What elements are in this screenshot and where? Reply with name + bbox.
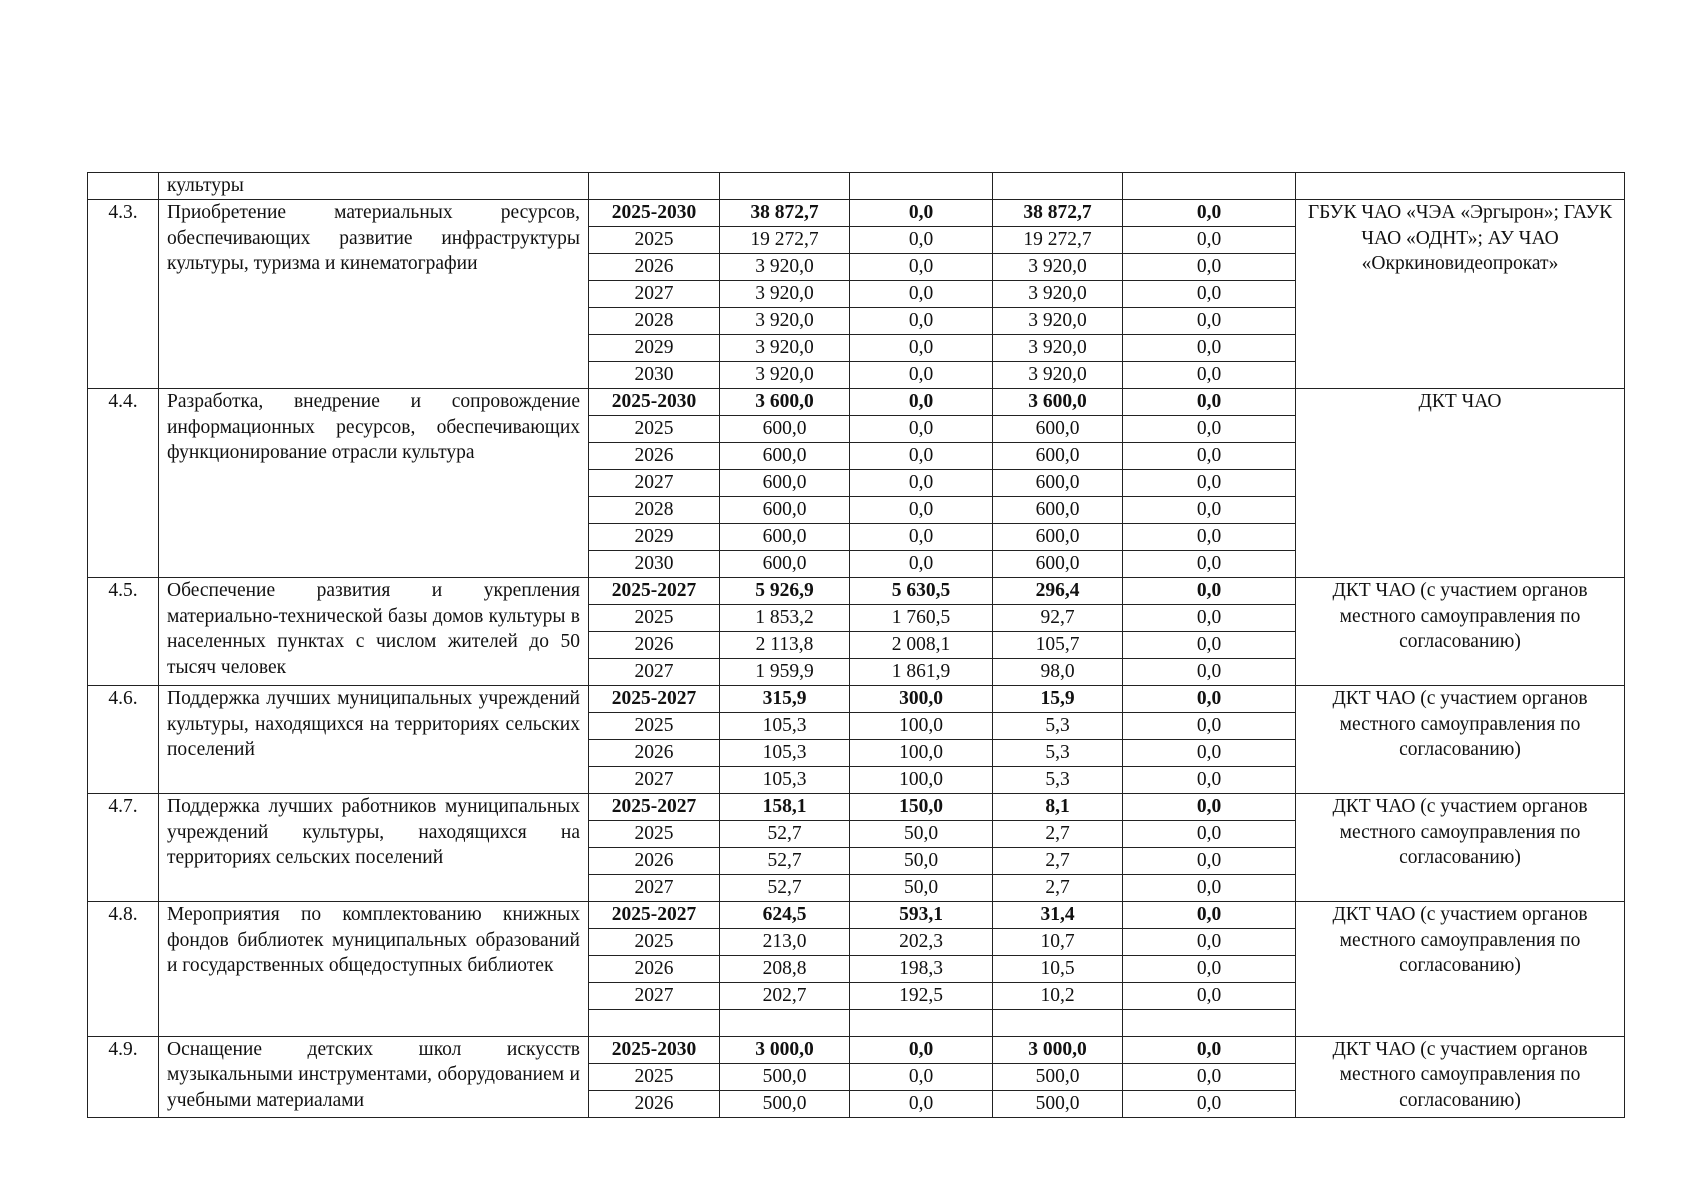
value-cell: 50,0 [850, 874, 993, 901]
value-cell: 2,7 [993, 820, 1123, 847]
year-cell: 2025 [589, 1063, 720, 1090]
year-cell: 2029 [589, 523, 720, 550]
year-cell: 2026 [589, 739, 720, 766]
value-cell: 38 872,7 [993, 199, 1123, 226]
year-cell: 2025-2027 [589, 685, 720, 712]
value-cell: 0,0 [1123, 280, 1296, 307]
item-total-row [88, 901, 1625, 928]
item-number: 4.3. [88, 199, 159, 388]
value-cell: 0,0 [1123, 334, 1296, 361]
value-cell: 600,0 [993, 550, 1123, 577]
value-cell: 0,0 [1123, 577, 1296, 604]
value-cell: 158,1 [720, 793, 850, 820]
value-cell: 1 861,9 [850, 658, 993, 685]
executor-cell: ДКТ ЧАО (с участием органов местного самоуправления по согласованию) [1296, 793, 1625, 901]
value-cell: 0,0 [1123, 307, 1296, 334]
value-cell: 3 920,0 [993, 280, 1123, 307]
value-cell: 5 926,9 [720, 577, 850, 604]
value-cell: 600,0 [993, 442, 1123, 469]
value-cell: 100,0 [850, 766, 993, 793]
value-cell [720, 173, 850, 200]
value-cell: 0,0 [1123, 874, 1296, 901]
value-cell: 0,0 [1123, 361, 1296, 388]
value-cell: 0,0 [1123, 442, 1296, 469]
value-cell: 10,5 [993, 955, 1123, 982]
value-cell: 0,0 [1123, 847, 1296, 874]
value-cell: 0,0 [850, 442, 993, 469]
value-cell: 500,0 [720, 1063, 850, 1090]
value-cell: 600,0 [720, 496, 850, 523]
value-cell: 3 920,0 [993, 334, 1123, 361]
value-cell: 2 113,8 [720, 631, 850, 658]
item-description: Поддержка лучших работников муниципальных учреждений культуры, находящихся на территориях сельских поселений [159, 793, 589, 901]
year-cell: 2027 [589, 469, 720, 496]
value-cell: 0,0 [850, 415, 993, 442]
year-cell: 2027 [589, 658, 720, 685]
value-cell: 500,0 [993, 1063, 1123, 1090]
executor-cell: ДКТ ЧАО (с участием органов местного самоуправления по согласованию) [1296, 1036, 1625, 1117]
value-cell: 1 760,5 [850, 604, 993, 631]
value-cell: 0,0 [850, 1090, 993, 1117]
year-cell [589, 1009, 720, 1036]
value-cell: 2,7 [993, 847, 1123, 874]
value-cell: 92,7 [993, 604, 1123, 631]
year-cell: 2026 [589, 442, 720, 469]
item-number: 4.4. [88, 388, 159, 577]
value-cell: 100,0 [850, 739, 993, 766]
year-cell: 2026 [589, 253, 720, 280]
value-cell: 600,0 [720, 442, 850, 469]
executor-cell: ДКТ ЧАО [1296, 388, 1625, 577]
year-cell: 2025-2030 [589, 199, 720, 226]
value-cell: 0,0 [1123, 604, 1296, 631]
year-cell: 2025-2030 [589, 1036, 720, 1063]
value-cell [720, 1009, 850, 1036]
value-cell: 3 920,0 [993, 307, 1123, 334]
value-cell: 5 630,5 [850, 577, 993, 604]
value-cell: 0,0 [1123, 820, 1296, 847]
value-cell: 500,0 [720, 1090, 850, 1117]
value-cell: 3 920,0 [720, 307, 850, 334]
value-cell: 0,0 [1123, 739, 1296, 766]
item-number: 4.8. [88, 901, 159, 1036]
item-description: Разработка, внедрение и сопровождение информационных ресурсов, обеспечивающих функционирование отрасли культура [159, 388, 589, 577]
value-cell: 105,3 [720, 739, 850, 766]
year-cell: 2027 [589, 982, 720, 1009]
value-cell: 198,3 [850, 955, 993, 982]
year-cell: 2025 [589, 820, 720, 847]
value-cell: 15,9 [993, 685, 1123, 712]
value-cell: 0,0 [1123, 658, 1296, 685]
value-cell: 500,0 [993, 1090, 1123, 1117]
item-total-row [88, 199, 1625, 226]
value-cell: 0,0 [1123, 226, 1296, 253]
year-cell: 2025 [589, 928, 720, 955]
year-cell: 2025-2027 [589, 577, 720, 604]
value-cell: 300,0 [850, 685, 993, 712]
year-cell: 2026 [589, 631, 720, 658]
value-cell: 3 920,0 [993, 361, 1123, 388]
value-cell: 0,0 [850, 388, 993, 415]
value-cell: 0,0 [1123, 955, 1296, 982]
year-cell: 2025-2027 [589, 793, 720, 820]
value-cell: 0,0 [850, 1063, 993, 1090]
year-cell: 2025 [589, 604, 720, 631]
year-cell: 2027 [589, 874, 720, 901]
value-cell: 600,0 [720, 523, 850, 550]
item-number: 4.7. [88, 793, 159, 901]
value-cell: 600,0 [720, 550, 850, 577]
value-cell: 3 000,0 [993, 1036, 1123, 1063]
item-total-row [88, 388, 1625, 415]
value-cell: 0,0 [850, 523, 993, 550]
value-cell: 600,0 [993, 496, 1123, 523]
value-cell: 600,0 [993, 523, 1123, 550]
value-cell: 3 600,0 [993, 388, 1123, 415]
value-cell [993, 173, 1123, 200]
value-cell: 0,0 [850, 361, 993, 388]
value-cell: 0,0 [850, 253, 993, 280]
value-cell: 1 853,2 [720, 604, 850, 631]
value-cell: 3 000,0 [720, 1036, 850, 1063]
value-cell: 600,0 [993, 415, 1123, 442]
value-cell: 0,0 [1123, 1036, 1296, 1063]
value-cell: 213,0 [720, 928, 850, 955]
value-cell: 50,0 [850, 847, 993, 874]
value-cell: 202,3 [850, 928, 993, 955]
year-cell: 2029 [589, 334, 720, 361]
item-description: Поддержка лучших муниципальных учреждений культуры, находящихся на территориях сельских поселений [159, 685, 589, 793]
value-cell: 624,5 [720, 901, 850, 928]
value-cell: 0,0 [1123, 496, 1296, 523]
value-cell: 192,5 [850, 982, 993, 1009]
value-cell: 105,3 [720, 766, 850, 793]
value-cell: 0,0 [1123, 415, 1296, 442]
year-cell: 2025-2030 [589, 388, 720, 415]
year-cell: 2027 [589, 766, 720, 793]
value-cell: 5,3 [993, 739, 1123, 766]
year-cell: 2025 [589, 415, 720, 442]
value-cell [850, 173, 993, 200]
value-cell: 3 920,0 [720, 280, 850, 307]
value-cell: 208,8 [720, 955, 850, 982]
item-number: 4.5. [88, 577, 159, 685]
value-cell: 0,0 [850, 307, 993, 334]
continuation-row [88, 173, 1625, 200]
value-cell: 0,0 [850, 226, 993, 253]
value-cell: 0,0 [1123, 253, 1296, 280]
value-cell: 98,0 [993, 658, 1123, 685]
item-number-cell [88, 173, 159, 200]
value-cell: 3 920,0 [993, 253, 1123, 280]
executor-cell: ДКТ ЧАО (с участием органов местного самоуправления по согласованию) [1296, 901, 1625, 1036]
value-cell: 0,0 [1123, 766, 1296, 793]
value-cell: 150,0 [850, 793, 993, 820]
value-cell: 600,0 [720, 415, 850, 442]
year-cell: 2026 [589, 1090, 720, 1117]
year-cell: 2030 [589, 550, 720, 577]
value-cell: 0,0 [1123, 550, 1296, 577]
year-cell: 2030 [589, 361, 720, 388]
value-cell: 105,3 [720, 712, 850, 739]
value-cell: 19 272,7 [993, 226, 1123, 253]
value-cell: 0,0 [1123, 469, 1296, 496]
value-cell: 0,0 [1123, 1090, 1296, 1117]
year-cell: 2028 [589, 496, 720, 523]
year-cell: 2025 [589, 226, 720, 253]
value-cell: 0,0 [850, 334, 993, 361]
year-cell: 2027 [589, 280, 720, 307]
year-cell: 2026 [589, 847, 720, 874]
item-description: Приобретение материальных ресурсов, обеспечивающих развитие инфраструктуры культуры, туризма и кинематографии [159, 199, 589, 388]
value-cell: 0,0 [1123, 199, 1296, 226]
value-cell: 31,4 [993, 901, 1123, 928]
value-cell: 50,0 [850, 820, 993, 847]
executor-cell: ДКТ ЧАО (с участием органов местного самоуправления по согласованию) [1296, 577, 1625, 685]
item-number: 4.9. [88, 1036, 159, 1117]
value-cell: 0,0 [850, 550, 993, 577]
value-cell: 0,0 [1123, 523, 1296, 550]
item-description: Оснащение детских школ искусств музыкальными инструментами, оборудованием и учебными материалами [159, 1036, 589, 1117]
item-total-row [88, 577, 1625, 604]
value-cell: 2,7 [993, 874, 1123, 901]
value-cell: 38 872,7 [720, 199, 850, 226]
value-cell: 0,0 [1123, 631, 1296, 658]
value-cell: 3 600,0 [720, 388, 850, 415]
value-cell: 315,9 [720, 685, 850, 712]
value-cell: 52,7 [720, 874, 850, 901]
value-cell: 3 920,0 [720, 334, 850, 361]
value-cell: 10,7 [993, 928, 1123, 955]
value-cell: 0,0 [1123, 928, 1296, 955]
value-cell: 0,0 [850, 199, 993, 226]
value-cell: 2 008,1 [850, 631, 993, 658]
item-total-row [88, 685, 1625, 712]
value-cell: 19 272,7 [720, 226, 850, 253]
value-cell: 0,0 [1123, 1063, 1296, 1090]
item-description: культуры [159, 173, 589, 200]
value-cell: 3 920,0 [720, 361, 850, 388]
value-cell: 202,7 [720, 982, 850, 1009]
year-cell: 2025 [589, 712, 720, 739]
item-description: Обеспечение развития и укрепления материально-технической базы домов культуры в населенных пунктах с числом жителей до 50 тысяч человек [159, 577, 589, 685]
table-body [88, 173, 1625, 1118]
value-cell: 0,0 [850, 469, 993, 496]
value-cell: 3 920,0 [720, 253, 850, 280]
executor-cell [1296, 173, 1625, 200]
value-cell: 0,0 [850, 496, 993, 523]
item-description: Мероприятия по комплектованию книжных фондов библиотек муниципальных образований и государственных общедоступных библиотек [159, 901, 589, 1036]
value-cell [850, 1009, 993, 1036]
executor-cell: ДКТ ЧАО (с участием органов местного самоуправления по согласованию) [1296, 685, 1625, 793]
value-cell [1123, 1009, 1296, 1036]
budget-table [87, 172, 1625, 1118]
value-cell: 52,7 [720, 820, 850, 847]
value-cell: 0,0 [850, 1036, 993, 1063]
value-cell: 0,0 [1123, 982, 1296, 1009]
value-cell: 0,0 [1123, 685, 1296, 712]
executor-cell: ГБУК ЧАО «ЧЭА «Эргырон»; ГАУК ЧАО «ОДНТ»; АУ ЧАО «Окркиновидеопрокат» [1296, 199, 1625, 388]
year-cell [589, 173, 720, 200]
value-cell: 52,7 [720, 847, 850, 874]
value-cell: 0,0 [1123, 712, 1296, 739]
value-cell: 105,7 [993, 631, 1123, 658]
year-cell: 2026 [589, 955, 720, 982]
item-total-row [88, 793, 1625, 820]
value-cell: 0,0 [850, 280, 993, 307]
value-cell [993, 1009, 1123, 1036]
item-number: 4.6. [88, 685, 159, 793]
value-cell: 0,0 [1123, 793, 1296, 820]
value-cell: 100,0 [850, 712, 993, 739]
value-cell: 0,0 [1123, 901, 1296, 928]
value-cell: 600,0 [720, 469, 850, 496]
item-total-row [88, 1036, 1625, 1063]
value-cell: 8,1 [993, 793, 1123, 820]
value-cell [1123, 173, 1296, 200]
value-cell: 5,3 [993, 766, 1123, 793]
value-cell: 0,0 [1123, 388, 1296, 415]
value-cell: 5,3 [993, 712, 1123, 739]
value-cell: 593,1 [850, 901, 993, 928]
value-cell: 10,2 [993, 982, 1123, 1009]
year-cell: 2025-2027 [589, 901, 720, 928]
value-cell: 1 959,9 [720, 658, 850, 685]
value-cell: 296,4 [993, 577, 1123, 604]
value-cell: 600,0 [993, 469, 1123, 496]
year-cell: 2028 [589, 307, 720, 334]
